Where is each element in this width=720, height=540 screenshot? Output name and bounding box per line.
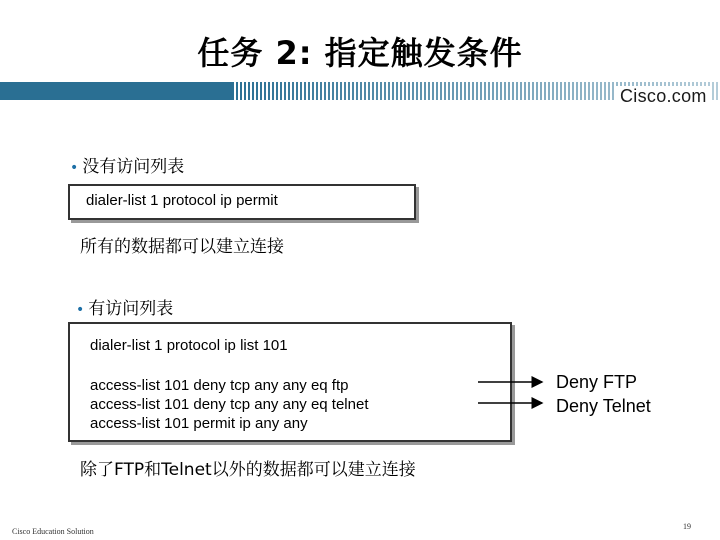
callout-deny-telnet: Deny Telnet [556, 396, 651, 416]
no-acl-command-box [68, 184, 416, 220]
acl-command-permit: access-list 101 permit ip any any [90, 415, 308, 432]
section-acl-heading-text: 有访问列表 [88, 299, 174, 319]
callout-deny-ftp: Deny FTP [556, 372, 638, 392]
page-number: 19 [683, 522, 691, 531]
acl-note: 除了FTP和Telnet以外的数据都可以建立连接 [80, 460, 416, 480]
cisco-logo: Cisco.com [616, 86, 711, 107]
callout-arrows [470, 370, 550, 410]
footer-left: Cisco Education Solution [12, 527, 94, 536]
acl-command-deny-ftp: access-list 101 deny tcp any any eq ftp [90, 377, 349, 394]
bullet-icon: • [70, 160, 79, 176]
acl-command-deny-telnet: access-list 101 deny tcp any any eq telnet [90, 396, 369, 413]
acl-command-dialer: dialer-list 1 protocol ip list 101 [90, 337, 288, 354]
section-no-acl-heading-text: 没有访问列表 [82, 157, 185, 177]
bullet-icon: • [76, 302, 85, 318]
acl-command-box [68, 322, 512, 442]
header-band [0, 82, 232, 100]
section-no-acl-heading [70, 152, 184, 177]
section-acl-heading [76, 294, 173, 319]
deny-callouts [556, 370, 651, 418]
no-acl-note: 所有的数据都可以建立连接 [80, 237, 284, 257]
no-acl-command: dialer-list 1 protocol ip permit [86, 192, 278, 209]
slide-title: 任务 2: 指定触发条件 [197, 34, 523, 72]
